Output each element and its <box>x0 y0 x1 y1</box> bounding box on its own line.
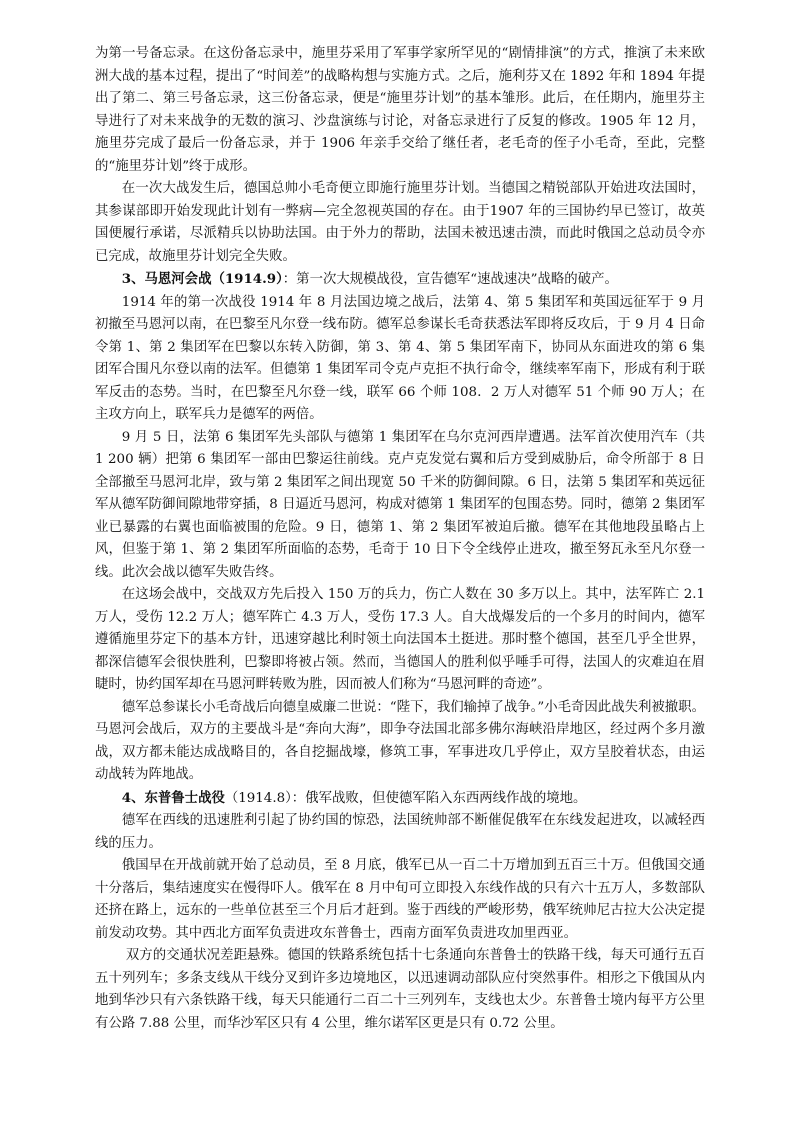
paragraph-8: 俄国早在开战前就开始了总动员，至 8 月底，俄军已从一百二十万增加到五百三十万。但俄国交通十分落后，集结速度实在慢得吓人。俄军在 8 月中旬可立即投入东线作战的只有六十五万人，多数部队还挤在路上，远东的一些单位甚至三个月后才赶到。鉴于西线的严峻形势，俄军统帅尼古拉大公决定提前发动攻势。其中西北方面军负责进攻东普鲁士，西南方面军负责进攻加里西亚。 <box>95 858 705 941</box>
paragraph-5: 在这场会战中，交战双方先后投入 150 万的兵力，伤亡人数在 30 多万以上。其中，法军阵亡 2.1 万人，受伤 12.2 万人；德军阵亡 4.3 万人，受伤 17.3 人。自大战爆发后的一个多月的时间内，德军遵循施里芬定下的基本方针，迅速穿越比利时领土向法国本土挺进。那时整个德国，甚至几乎全世界，都深信德军会很快胜利，巴黎即将被占领。然而，当德国人的胜利似乎唾手可得，法国人的灾难迫在眉睫时，协约国军却在马恩河畔转败为胜，因而被人们称为“马恩河畔的奇迹”。 <box>95 587 705 692</box>
paragraph-3: 1914 年的第一次战役 1914 年 8 月法国边境之战后，法第 4、第 5 集团军和英国远征军于 9 月初撤至马恩河以南，在巴黎至凡尔登一线布防。德军总参谋长毛奇获悉法军即将反攻后，于 9 月 4 日命令第 1、第 2 集团军在巴黎以东转入防御，第 3、第 4、第 5 集团军南下，协同从东面进攻的第 6 集团军合围凡尔登以南的法军。但德第 1 集团军司令克卢克拒不执行命令，继续率军南下，形成有利于联军反击的态势。当时，在巴黎至凡尔登一线，联军 66 个师 108．2 万人对德军 51 个师 90 万人；在主攻方向上，联军兵力是德军的两倍。 <box>95 294 705 422</box>
section-date-4: （1914.8） <box>224 790 292 806</box>
paragraph-1: 为第一号备忘录。在这份备忘录中，施里芬采用了军事学家所罕见的“剧情排演”的方式，推演了未来欧洲大战的基本过程，提出了“时间差”的战略构想与实施方式。之后，施利芬又在 1892 年和 1894 年提出了第二、第三号备忘录，这三份备忘录，便是“施里芬计划”的基本雏形。此后，在任期内，施里芬主导进行了对未来战争的无数的演习、沙盘演练与讨论，对备忘录进行了反复的修改。1905 年 12 月，施里芬完成了最后一份备忘录，并于 1906 年亲手交给了继任者，老毛奇的侄子小毛奇，至此，完整的“施里芬计划”终于成形。 <box>95 46 705 174</box>
section-title-4: 4、东普鲁士战役 <box>121 789 225 806</box>
section-heading-3 <box>95 268 705 292</box>
document-page <box>95 43 705 1035</box>
paragraph-4: 9 月 5 日，法第 6 集团军先头部队与德第 1 集团军在乌尔克河西岸遭遇。法军首次使用汽车（共 1 200 辆）把第 6 集团军一部由巴黎运往前线。克卢克发觉右翼和后方受到威胁后，命令所部于 8 日全部撤至马恩河北岸，致与第 2 集团军之间出现宽 50 千米的防御间隙。6 日，法第 5 集团军和英远征军从德军防御间隙地带穿插，8 日逼近马恩河，构成对德第 1 集团军的包围态势。同时，德第 2 集团军业已暴露的右翼也面临被围的危险。9 日，德第 1、第 2 集团军被迫后撤。德军在其他地段虽略占上风，但鉴于第 1、第 2 集团军所面临的态势，毛奇于 10 日下令全线停止进攻，撤至努瓦永至凡尔登一线。此次会战以德军失败告终。 <box>95 429 705 580</box>
section-summary-3: ：第一次大规模战役，宣告德军“速战速决”战略的破产。 <box>282 272 618 287</box>
paragraph-2: 在一次大战发生后，德国总帅小毛奇便立即施行施里芬计划。当德国之精锐部队开始进攻法国时，其参谋部即开始发现此计划有一弊病—完全忽视英国的存在。由于1907 年的三国协约早已签订，故英国便履行承诺，尽派精兵以协助法国。由于外力的帮助，法国未被迅速击溃，而此时俄国之总动员令亦已完成，故施里芬计划完全失败。 <box>95 181 705 264</box>
paragraph-6: 德军总参谋长小毛奇战后向德皇威廉二世说：“陛下，我们输掉了战争。”小毛奇因此战失利被撤职。马恩河会战后，双方的主要战斗是“奔向大海”，即争夺法国北部多佛尔海峡沿岸地区，经过两个多月激战，双方都未能达成战略目的，各自挖掘战壕，修筑工事，军事进攻几乎停止，双方呈胶着状态，由运动战转为阵地战。 <box>95 699 705 782</box>
section-summary-4: ：俄军战败，但使德军陷入东西两线作战的境地。 <box>291 790 587 806</box>
paragraph-7: 德军在西线的迅速胜利引起了协约国的惊恐，法国统帅部不断催促俄军在东线发起进攻，以减轻西线的压力。 <box>95 813 705 851</box>
paragraph-9: 双方的交通状况差距悬殊。德国的铁路系统包括十七条通向东普鲁士的铁路干线，每天可通行五百五十列列车；多条支线从干线分叉到许多边境地区，以迅速调动部队应付突然事件。相形之下俄国从内地到华沙只有六条铁路干线，每天只能通行二百二十三列列车，支线也太少。东普鲁士境内每平方公里有公路 7.88 公里，而华沙军区只有 4 公里，维尔诺军区更是只有 0.72 公里。 <box>95 948 705 1031</box>
section-heading-4 <box>95 787 705 811</box>
section-title-3: 3、马恩河会战（1914.9） <box>121 271 283 287</box>
